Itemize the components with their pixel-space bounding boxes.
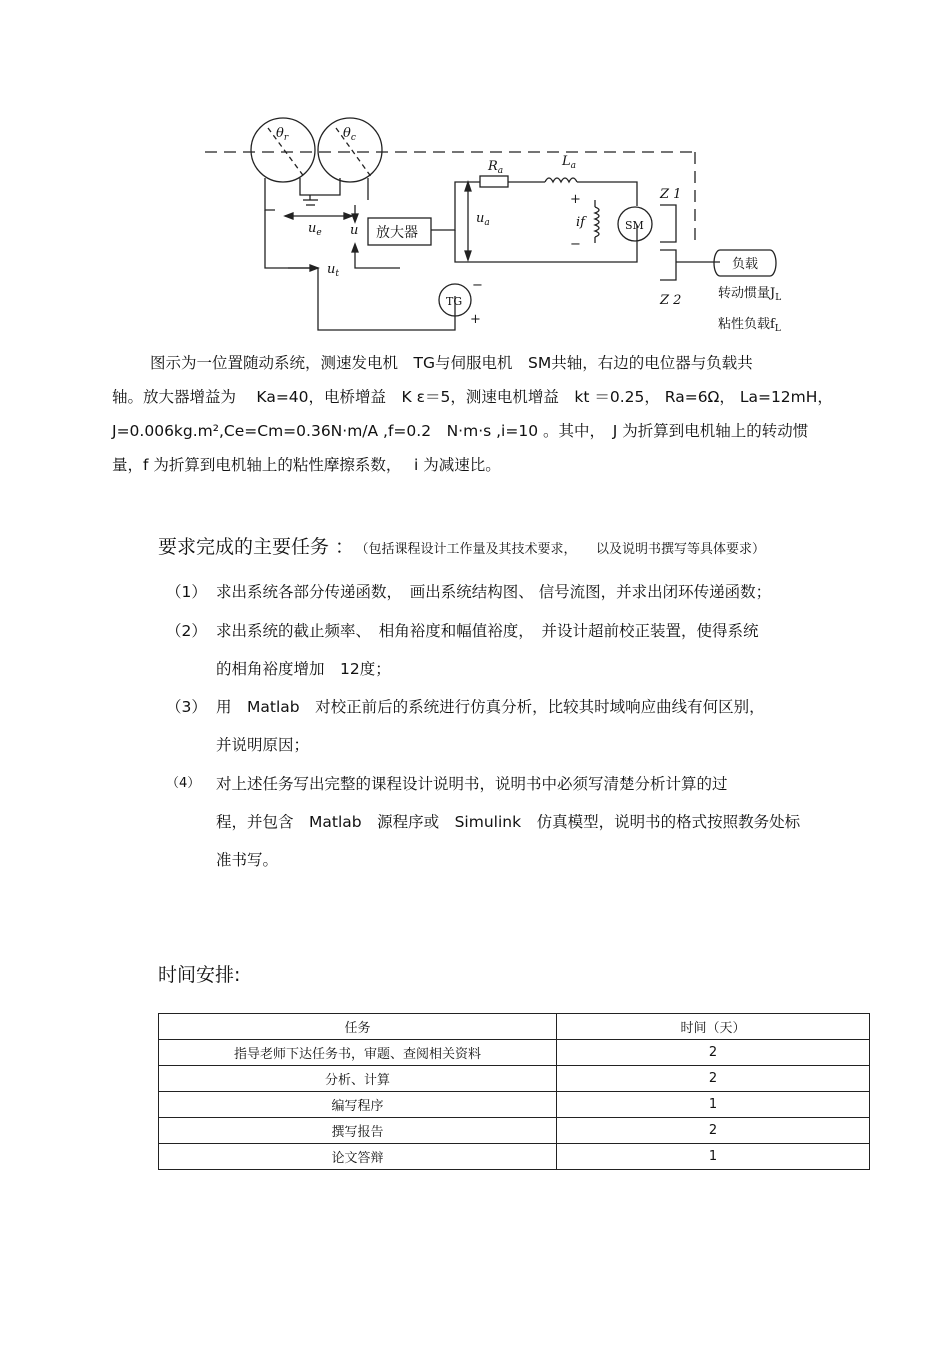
- description-line-1: 图示为一位置随动系统，测速发电机 TG与伺服电机 SM共轴，右边的电位器与负载共: [150, 354, 753, 372]
- sm-label: SM: [625, 219, 644, 232]
- table-cell-task: 撰写报告: [159, 1118, 557, 1144]
- description-line-2: 轴。放大器增益为 Ka=40，电桥增益 K ε＝5，测速电机增益 kt ＝0.25， Ra=6Ω， La=12mH，: [112, 388, 833, 406]
- inertia-label: 转动惯量$J_L$: [718, 286, 782, 303]
- la-label: $L_a$: [562, 154, 577, 171]
- table-row: [159, 1092, 870, 1118]
- table-cell-task: 分析、计算: [159, 1066, 557, 1092]
- servo-system-diagram: [200, 105, 810, 345]
- table-header-time: 时间（天）: [557, 1014, 870, 1040]
- task-line: 用 Matlab 对校正前后的系统进行仿真分析，比较其时域响应曲线有何区别，: [216, 698, 765, 716]
- coil-minus: −: [570, 237, 581, 252]
- tg-label: TG: [446, 295, 463, 308]
- table-row: [159, 1040, 870, 1066]
- z2-label: Z 2: [660, 293, 682, 308]
- table-row: [159, 1066, 870, 1092]
- table-cell-days: 2: [557, 1118, 870, 1144]
- table-cell-task: 编写程序: [159, 1092, 557, 1118]
- task-line: 对上述任务写出完整的课程设计说明书，说明书中必须写清楚分析计算的过: [216, 775, 728, 793]
- task-item-1: [166, 573, 866, 611]
- task-line: 程，并包含 Matlab 源程序或 Simulink 仿真模型，说明书的格式按照教务处标: [216, 813, 801, 831]
- table-header-task: 任务: [159, 1014, 557, 1040]
- schedule-table: [158, 1013, 870, 1170]
- task-line: 的相角裕度增加 12度；: [216, 660, 391, 678]
- task-line: 求出系统的截止频率、 相角裕度和幅值裕度， 并设计超前校正装置，使得系统: [216, 622, 759, 640]
- table-cell-days: 1: [557, 1144, 870, 1170]
- tasks-heading-note: （包括课程设计工作量及其技术要求， 以及说明书撰写等具体要求）: [362, 542, 766, 557]
- table-cell-days: 1: [557, 1092, 870, 1118]
- task-number: （1）: [166, 583, 207, 601]
- task-item-2: [166, 612, 866, 688]
- tg-minus: −: [472, 278, 483, 293]
- table-cell-days: 2: [557, 1040, 870, 1066]
- task-item-3: [166, 688, 866, 764]
- coil-plus: +: [570, 192, 581, 207]
- theta-r-label: $\theta_r$: [276, 126, 289, 143]
- table-header-row: [159, 1014, 870, 1040]
- table-row: [159, 1118, 870, 1144]
- description-line-4: 量，f 为折算到电机轴上的粘性摩擦系数， i 为减速比。: [112, 456, 501, 474]
- table-row: [159, 1144, 870, 1170]
- tasks-heading-title: 要求完成的主要任务 ：: [158, 536, 355, 558]
- ua-label: $u_a$: [476, 211, 490, 228]
- task-number: （2）: [166, 622, 207, 640]
- task-line: 并说明原因；: [216, 736, 310, 754]
- load-label: 负载: [732, 257, 759, 272]
- theta-c-label: $\theta_c$: [343, 126, 356, 143]
- amplifier-label: 放大器: [376, 225, 418, 241]
- table-cell-days: 2: [557, 1066, 870, 1092]
- friction-label: 粘性负载$f_L$: [718, 317, 781, 334]
- ue-label: $u_e$: [308, 221, 322, 238]
- task-item-4: [166, 765, 866, 879]
- tasks-heading: [158, 532, 765, 559]
- if-label: if: [576, 215, 585, 230]
- description-line-3: J=0.006kg.m²,Ce=Cm=0.36N·m/A ,f=0.2 N·m·s ,i=10 。其中， J 为折算到电机轴上的转动惯: [112, 422, 809, 440]
- table-cell-task: 指导老师下达任务书，审题、查阅相关资料: [159, 1040, 557, 1066]
- resistor-ra: [480, 176, 508, 187]
- task-number: （4）: [166, 776, 201, 791]
- system-description: [112, 346, 862, 482]
- ra-label: $R_a$: [488, 159, 504, 176]
- z1-label: Z 1: [660, 187, 682, 202]
- schedule-heading: 时间安排:: [158, 964, 241, 986]
- tg-plus: +: [470, 312, 481, 327]
- table-cell-task: 论文答辩: [159, 1144, 557, 1170]
- task-line: 求出系统各部分传递函数， 画出系统结构图、 信号流图，并求出闭环传递函数；: [216, 583, 772, 601]
- u-label: u: [350, 223, 359, 238]
- task-number: （3）: [166, 698, 207, 716]
- task-line: 准书写。: [216, 851, 279, 869]
- ut-label: $u_t$: [327, 262, 339, 279]
